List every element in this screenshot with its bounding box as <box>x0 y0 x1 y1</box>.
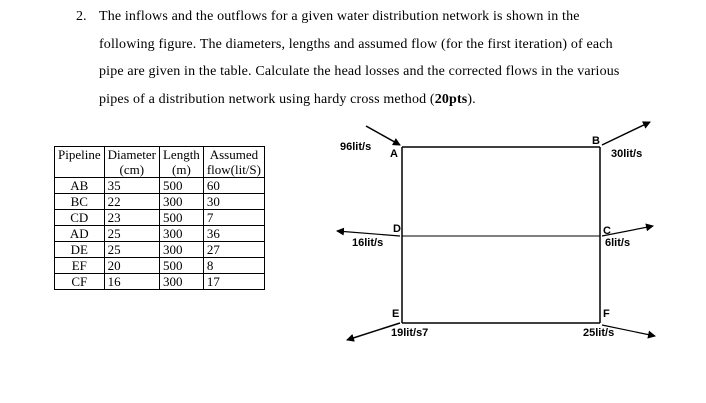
question-line-2: following figure. The diameters, lengths and assumed flow (for the first iteration) of each <box>99 37 613 52</box>
header-diameter: Diameter (cm) <box>104 147 159 178</box>
table-row: AB 35 500 60 <box>55 178 265 194</box>
node-label-c: C <box>603 225 611 237</box>
flow-label-c: 6lit/s <box>605 237 631 249</box>
flow-label-e: 19lit/s7 <box>391 327 429 339</box>
node-label-a: A <box>390 148 398 160</box>
header-assumed-flow: Assumed flow(lit/S) <box>203 147 264 178</box>
question-line-1: The inflows and the outflows for a given water distribution network is shown in the <box>99 9 580 24</box>
header-pipeline: Pipeline <box>55 147 105 178</box>
header-length: Length (m) <box>159 147 203 178</box>
node-label-d: D <box>393 223 401 235</box>
table-row: CD 23 500 7 <box>55 210 265 226</box>
node-label-f: F <box>603 308 610 320</box>
flow-label-b: 30lit/s <box>611 148 643 160</box>
outflow-b-arrow-icon <box>602 122 650 145</box>
question-line-3: pipe are given in the table. Calculate the head losses and the corrected flows in the various <box>99 64 620 79</box>
question-line-4-text: pipes of a distribution network using hardy cross method ( <box>99 92 435 107</box>
table-row: DE 25 300 27 <box>55 242 265 258</box>
flow-label-d: 16lit/s <box>352 237 384 249</box>
question-line-4-suffix: ). <box>467 92 476 107</box>
question-number: 2. <box>76 9 87 24</box>
table-row: CF 16 300 17 <box>55 274 265 290</box>
table-row: EF 20 500 8 <box>55 258 265 274</box>
flow-label-a: 96lit/s <box>340 141 372 153</box>
table-row: BC 22 300 30 <box>55 194 265 210</box>
table-row: AD 25 300 36 <box>55 226 265 242</box>
points-label: 20pts <box>434 92 468 107</box>
flow-label-f: 25lit/s <box>583 327 615 339</box>
outflow-d-arrow-icon <box>337 231 400 236</box>
node-label-b: B <box>592 135 600 147</box>
node-label-e: E <box>392 308 400 320</box>
